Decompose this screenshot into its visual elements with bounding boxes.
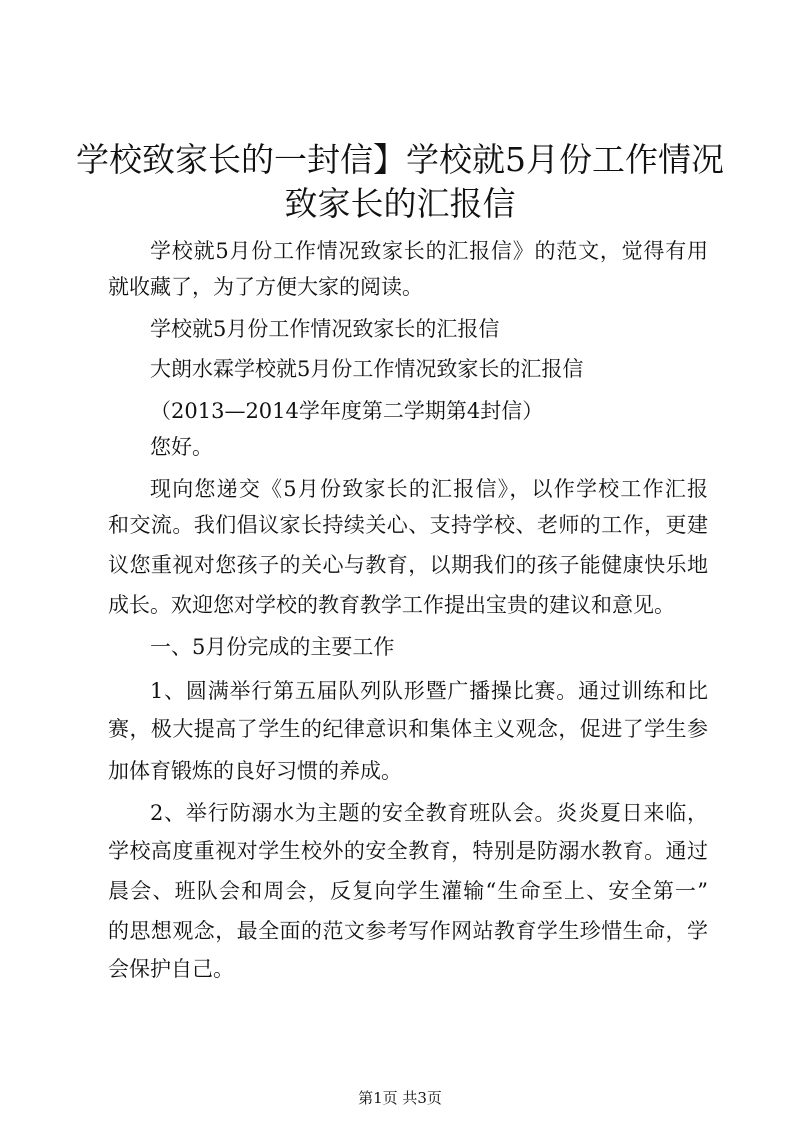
paragraph-line: 赛，极大提高了学生的纪律意识和集体主义观念，促进了学生参 (108, 717, 708, 741)
paragraph-line: 会保护自己。 (108, 957, 234, 981)
paragraph-line: 学校就5月份工作情况致家长的汇报信》的范文，觉得有用 (150, 239, 708, 263)
paragraph-line: 成长。欢迎您对学校的教育教学工作提出宝贵的建议和意见。 (108, 593, 675, 617)
paragraph-line: 加体育锻炼的良好习惯的养成。 (108, 759, 402, 783)
paragraph-line: 晨会、班队会和周会，反复向学生灌输“生命至上、安全第一” (108, 879, 708, 903)
paragraph-line: 的思想观念，最全面的范文参考写作网站教育学生珍惜生命，学 (108, 919, 708, 943)
paragraph-line: 就收藏了，为了方便大家的阅读。 (108, 275, 423, 299)
document-title-line-2: 致家长的汇报信 (284, 184, 516, 223)
paragraph-line: 学校就5月份工作情况致家长的汇报信 (150, 317, 500, 341)
paragraph-line: 2、举行防溺水为主题的安全教育班队会。炎炎夏日来临， (150, 801, 708, 825)
paragraph-line: 和交流。我们倡议家长持续关心、支持学校、老师的工作，更建 (108, 513, 708, 537)
paragraph-line: 议您重视对您孩子的关心与教育，以期我们的孩子能健康快乐地 (108, 553, 708, 577)
paragraph-line: 大朗水霖学校就5月份工作情况致家长的汇报信 (150, 357, 584, 381)
document-title-line-1: 学校致家长的一封信】学校就5月份工作情况 (76, 140, 724, 179)
paragraph-line: 学校高度重视对学生校外的安全教育，特别是防溺水教育。通过 (108, 839, 708, 863)
paragraph-line: 现向您递交《5月份致家长的汇报信》，以作学校工作汇报 (150, 477, 708, 501)
paragraph-line: （2013—2014学年度第二学期第4封信） (150, 399, 544, 423)
paragraph-line: 您好。 (150, 435, 213, 459)
section-heading: 一、5月份完成的主要工作 (150, 635, 395, 659)
page-indicator: 第1页 共3页 (358, 1089, 442, 1107)
paragraph-line: 1、圆满举行第五届队列队形暨广播操比赛。通过训练和比 (150, 679, 708, 703)
